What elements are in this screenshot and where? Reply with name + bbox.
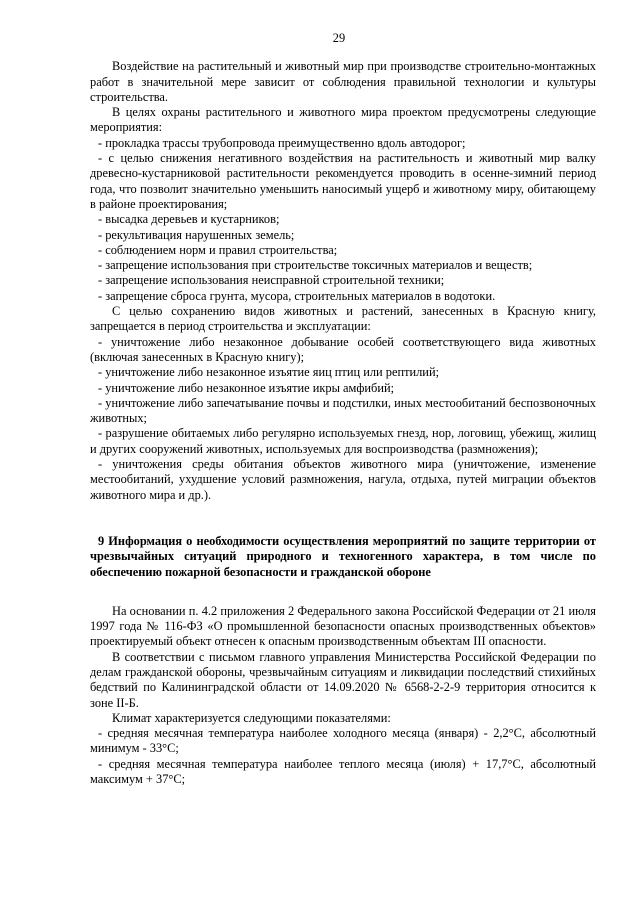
list-item: - уничтожение либо незаконное изъятие икры амфибий; [98, 380, 395, 395]
list-item: - с целью снижения негативного воздействия на растительность и животный мир валку древесно-кустарниковой растительности рекомендуется проводить в осенне-зимний период года, что позволит значительно уменьшить наносимый ущерб и животному миру, обитающему в районе проектирования; [90, 151, 596, 211]
list-item: - высадка деревьев и кустарников; [98, 212, 280, 227]
list-item: - средняя месячная температура наиболее холодного месяца (января) - 2,2°С, абсолютный минимум - 33°С; [90, 726, 596, 756]
paragraph: Климат характеризуется следующими показателями: [112, 710, 391, 725]
paragraph: С целью сохранению видов животных и растений, занесенных в Красную книгу, запрещается в период строительства и эксплуатации: [90, 304, 596, 334]
list-item: - соблюдением норм и правил строительства; [98, 242, 338, 257]
page-number: 29 [332, 31, 346, 45]
list-item: - уничтожение либо незаконное изъятие яиц птиц или рептилий; [98, 365, 440, 380]
list-item: - запрещение использования неисправной строительной техники; [98, 273, 445, 288]
text-block-flora-fauna [90, 59, 596, 503]
list-item: - уничтожения среды обитания объектов животного мира (уничтожение, изменение местообитаний, ухудшение условий размножения, нагула, отдыха, путей миграции объектов животного мира и др.). [90, 457, 596, 502]
section-heading: 9 Информация о необходимости осуществления мероприятий по защите территории от чрезвычайных ситуаций природного и техногенного характера, в том числе по обеспечению пожарной безопасности и гражданской обороне [90, 533, 596, 579]
spacer [90, 580, 596, 604]
paragraph: В целях охраны растительного и животного мира проектом предусмотрены следующие мероприятия: [90, 105, 596, 135]
list-item: - уничтожение либо запечатывание почвы и подстилки, иных местообитаний беспозвоночных животных; [90, 395, 596, 426]
list-item: - прокладка трассы трубопровода преимущественно вдоль автодорог; [98, 135, 466, 150]
list-item: - запрещение сброса грунта, мусора, строительных материалов в водотоки. [98, 288, 496, 303]
list-item: - рекультивация нарушенных земель; [98, 227, 295, 242]
list-item: - разрушение обитаемых либо регулярно используемых гнезд, нор, логовищ, убежищ, жилищ и других сооружений животных, используемых для воспроизводства (размножения); [90, 426, 596, 456]
paragraph: В соответствии с письмом главного управления Министерства Российской Федерации по делам гражданской обороны, чрезвычайным ситуациям и ликвидации последствий стихийных бедствий по Калининградской области от 14.09.2020 № 6568-2-2-9 территория относится к зоне II-Б. [90, 649, 596, 710]
list-item: - средняя месячная температура наиболее теплого месяца (июля) + 17,7°С, абсолютный максимум + 37°С; [90, 756, 596, 787]
list-item: - уничтожение либо незаконное добывание особей соответствующего вида животных (включая занесенных в Красную книгу); [90, 334, 596, 364]
spacer [90, 503, 596, 534]
paragraph: Воздействие на растительный и животный мир при производстве строительно-монтажных работ в значительной мере зависит от соблюдения правильной технологии и культуры строительства. [90, 59, 596, 104]
text-block-emergency [90, 604, 596, 788]
list-item: - запрещение использования при строительстве токсичных материалов и веществ; [98, 258, 533, 273]
paragraph: На основании п. 4.2 приложения 2 Федерального закона Российской Федерации от 21 июля 1997 года № 116-ФЗ «О промышленной безопасности опасных производственных объектов» проектируемый объект отнесен к опасным производственным объектам III опасности. [90, 603, 596, 649]
